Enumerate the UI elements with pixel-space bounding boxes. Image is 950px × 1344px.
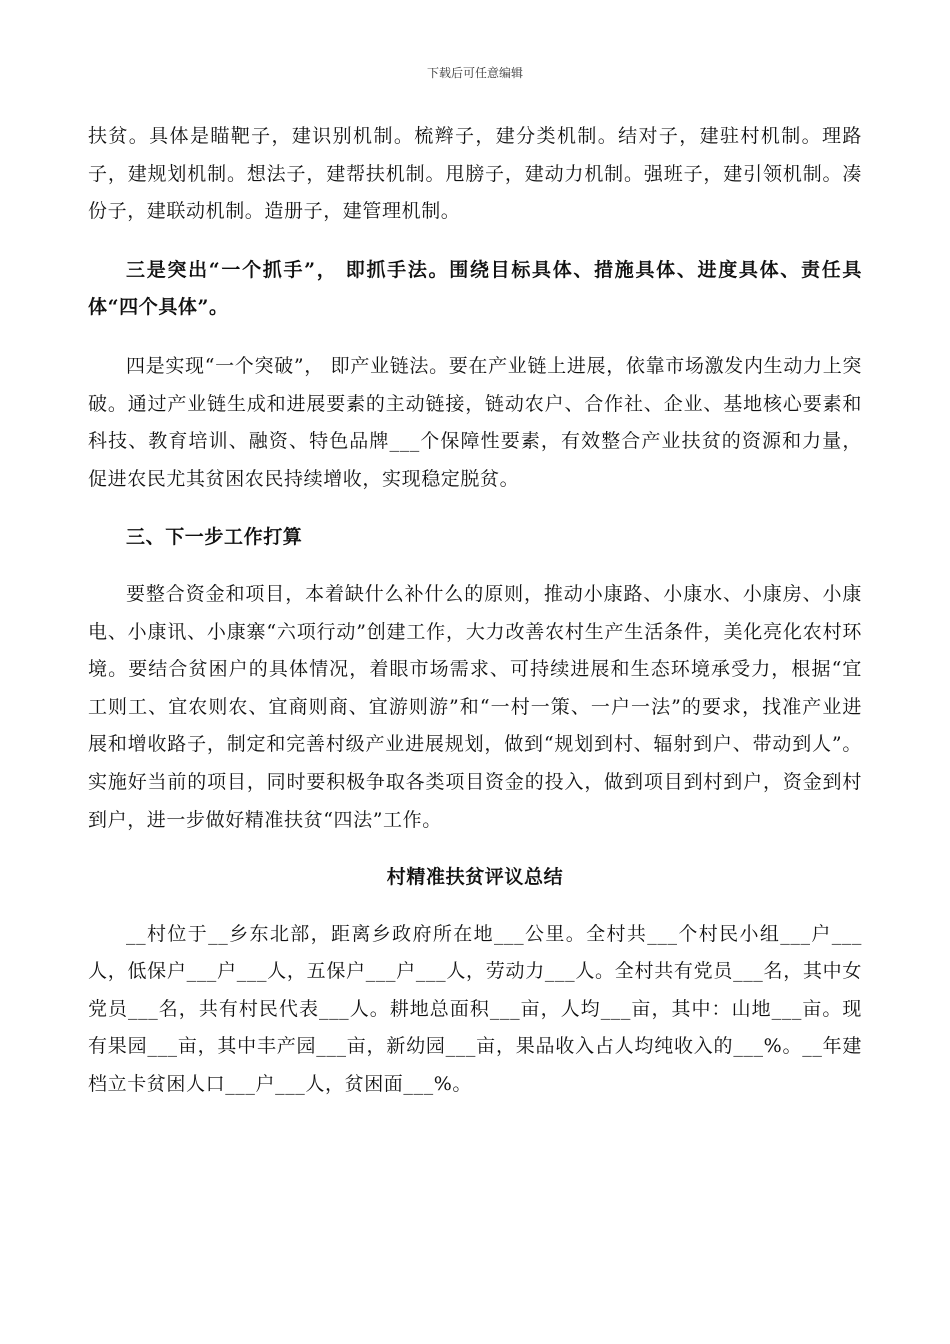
paragraph-measures: 扶贫。具体是瞄靶子，建识别机制。梳辫子，建分类机制。结对子，建驻村机制。理路子，建规划机制。想法子，建帮扶机制。甩膀子，建动力机制。强班子，建引领机制。凑份子，建联动机制。造册子，建管理机制。 (88, 125, 862, 223)
section-heading-next-steps: 三、下一步工作打算 (126, 526, 303, 549)
header-note: 下载后可任意编辑 (426, 66, 523, 80)
document-body (88, 118, 862, 1104)
paragraph-village-overview: __村位于__乡东北部，距离乡政府所在地___公里。全村共___个村民小组___户___人，低保户___户___人，五保户___户___人，劳动力___人。全村共有党员___名，其中女党员___名，共有村民代表___人。耕地总面积___亩，人均___亩，其中：山地___亩。现有果园___亩，其中丰产园___亩，新幼园___亩，果品收入占人均纯收入的___%。__年建档立卡贫困人口___户___人，贫困面___%。 (88, 922, 862, 1096)
document-title: 村精准扶贫评议总结 (386, 866, 564, 889)
paragraph-fourth-point: 四是实现“一个突破”， 即产业链法。要在产业链上进展，依靠市场激发内生动力上突破。通过产业链生成和进展要素的主动链接，链动农户、合作社、企业、基地核心要素和科技、教育培训、融资、特色品牌___个保障性要素，有效整合产业扶贫的资源和力量，促进农民尤其贫困农民持续增收，实现稳定脱贫。 (88, 354, 862, 490)
paragraph-next-steps: 要整合资金和项目，本着缺什么补什么的原则，推动小康路、小康水、小康房、小康电、小康讯、小康寨“六项行动”创建工作，大力改善农村生产生活条件，美化亮化农村环境。要结合贫困户的具体情况，着眼市场需求、可持续进展和生态环境承受力，根据“宜工则工、宜农则农、宜商则商、宜游则游”和“一村一策、一户一法”的要求，找准产业进展和增收路子，制定和完善村级产业进展规划，做到“规划到村、辐射到户、带动到人”。实施好当前的项目，同时要积极争取各类项目资金的投入，做到项目到村到户，资金到村到户，进一步做好精准扶贫“四法”工作。 (88, 582, 862, 831)
paragraph-third-point: 三是突出“一个抓手”， 即抓手法。围绕目标具体、措施具体、进度具体、责任具体“四个具体”。 (88, 258, 862, 319)
